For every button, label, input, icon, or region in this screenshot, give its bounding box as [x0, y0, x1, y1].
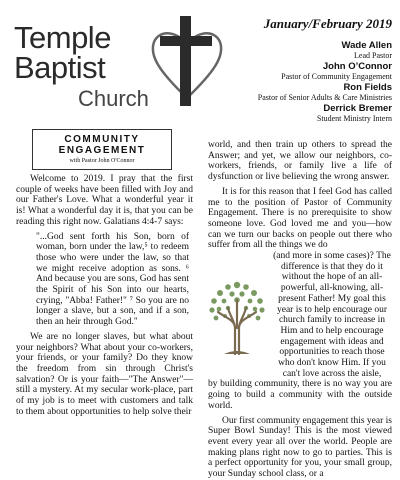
cross-heart-icon	[146, 12, 228, 108]
brand-line-church: Church	[78, 86, 149, 111]
article-paragraph: Our first community engagement this year is Super Bowl Sunday! This is the most viewed event every year all over the world. People are making plans right now to go to parties. This is a perfect opportunity for you, your small group, your Sunday school class, or a	[208, 415, 392, 480]
issue-date: January/February 2019	[263, 16, 392, 31]
staff-name: Derrick Bremer	[323, 103, 392, 114]
scripture-quote: "...God sent forth his Son, born of woman, born under the law,⁵ to redeem those who were under the law, so that we might receive adoption as sons. ⁶ And because you are sons, God has sent the Spirit of his Son into our hearts, crying, "Abba! Father!" ⁷ So you are no longer a slave, but a son, and if a son, then an heir through God."	[36, 231, 189, 328]
staff-entry	[217, 103, 392, 123]
staff-name: Wade Allen	[341, 40, 392, 51]
article-right-column	[208, 140, 392, 480]
article-paragraph: We are no longer slaves, but what about your neighbors? What about your co-workers, your friends, or your family? Do they know the freedom from sin through Christ's salvation? Or is your faith—"The Answer"—still a mystery. At my secular work-place, part of my job is to meet with customers and talk to them about opportunities to help solve their	[16, 331, 193, 417]
staff-role: Lead Pastor	[354, 51, 392, 60]
staff-entry	[217, 61, 392, 81]
article-paragraph: by building community, there is no way you are going to build a community with the outside world.	[208, 379, 392, 411]
staff-role: Pastor of Community Engagement	[281, 72, 392, 81]
article-left-column	[16, 174, 193, 417]
section-byline: with Pastor John O'Connor	[69, 158, 135, 164]
staff-name: Ron Fields	[343, 82, 392, 93]
section-title-engagement: ENGAGEMENT	[58, 145, 146, 156]
section-title-community: COMMUNITY	[64, 134, 140, 145]
brand-line-baptist: Baptist	[14, 50, 106, 85]
brand-line-temple: Temple	[14, 20, 111, 55]
article-paragraph: It is for this reason that I feel God has called me to the position of Pastor of Community Engagement. There is no prerequisite to show someone love. God loved me and you—how can we turn our backs on people out there who suffer from all the things we do	[208, 186, 392, 251]
staff-role: Student Ministry Intern	[316, 114, 392, 123]
article-paragraph-wrapped: (and more in some cases)? The difference is that they do it without the hope of an all-powerful, all-knowing, all-present Father! My goal this year is to help encourage our church family to increase in Him and to help encourage engagement with ideas and opportunities to reach those who don't know Him. If you can't love across the aisle,	[273, 251, 391, 379]
staff-entry	[217, 82, 392, 102]
staff-entry	[217, 40, 392, 60]
article-paragraph: Welcome to 2019. I pray that the first couple of weeks have been filled with Joy and our Father's Love. What a wonderful year it is! What a wonderful day it is, that you can be reading this right now. Galatians 4:4-7 says:	[16, 174, 193, 227]
section-title-box	[32, 129, 172, 170]
staff-name: John O’Connor	[322, 61, 392, 72]
article-paragraph: world, and then train up others to spread the Answer; and yet, we allow our neighbors, co-workers, friends, or family live a life of dysfunction or live believing the wrong answer.	[208, 140, 392, 183]
staff-role: Pastor of Senior Adults & Care Ministries	[257, 93, 392, 102]
